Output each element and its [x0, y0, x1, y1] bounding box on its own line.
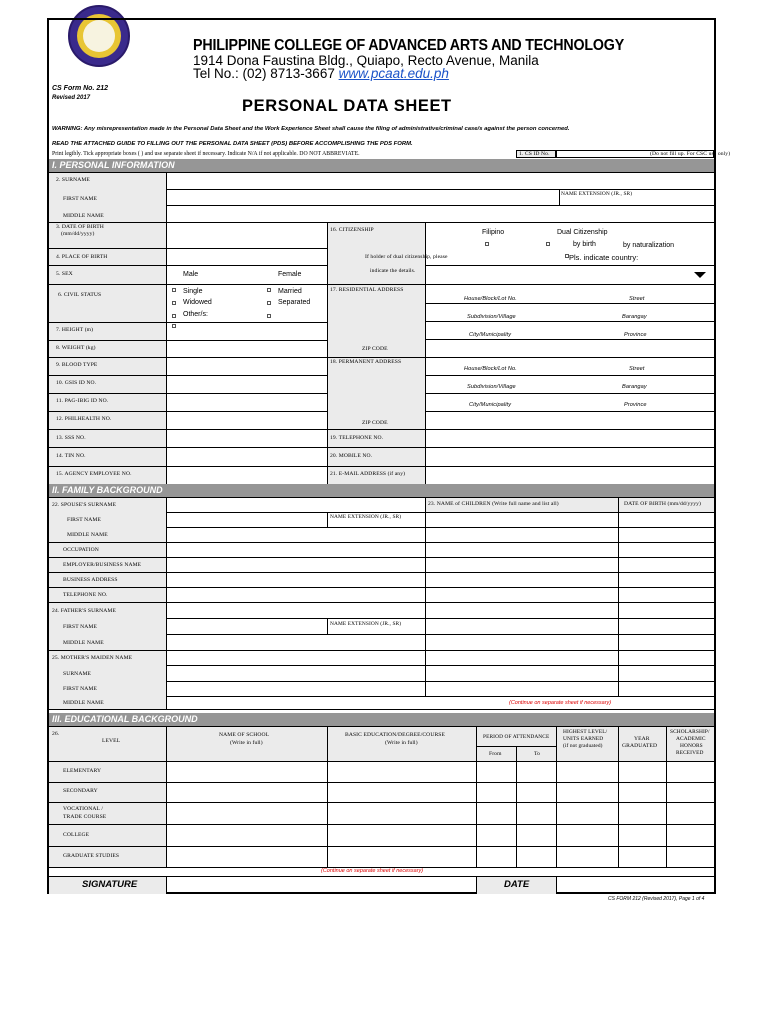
section-education: III. EDUCATIONAL BACKGROUND — [49, 713, 714, 726]
gsis-label: 10. GSIS ID NO. — [56, 380, 97, 386]
email-label: 21. E-MAIL ADDRESS (if any) — [330, 471, 406, 477]
res-address-label: 17. RESIDENTIAL ADDRESS — [330, 287, 404, 293]
perm-street-label: Street — [629, 366, 645, 372]
mother-first-label: FIRST NAME — [63, 686, 97, 692]
perm-prov-label: Province — [624, 402, 647, 408]
weight-label: 8. WEIGHT (kg) — [56, 345, 96, 351]
firstname-label: FIRST NAME — [63, 196, 97, 202]
dual-by-naturalization[interactable]: by naturalization — [623, 242, 674, 249]
footer-form-code: CS FORM 212 (Revised 2017), Page 1 of 4 — [608, 896, 705, 902]
edu-sch-2: ACADEMIC — [676, 736, 706, 742]
civil-separated[interactable]: Separated — [278, 299, 311, 306]
sss-label: 13. SSS NO. — [56, 435, 86, 441]
spouse-middle-label: MIDDLE NAME — [67, 532, 108, 538]
mother-maiden-label: 25. MOTHER'S MAIDEN NAME — [52, 655, 133, 661]
school-address: 1914 Dona Faustina Bldg., Quiapo, Recto Avenue, Manila — [193, 53, 539, 68]
guide-text: READ THE ATTACHED GUIDE TO FILLING OUT THE PERSONAL DATA SHEET (PDS) BEFORE ACCOMPLISHING THE PDS FORM. — [52, 141, 413, 147]
section-personal-info: I. PERSONAL INFORMATION — [49, 159, 714, 172]
sex-male[interactable]: Male — [183, 271, 199, 278]
csid-note: (Do not fill up. For CSC use only) — [650, 151, 731, 157]
name-ext-label: NAME EXTENSION (JR., SR) — [561, 191, 633, 197]
edu-highest-3: (if not graduated) — [563, 743, 603, 749]
blood-label: 9. BLOOD TYPE — [56, 362, 98, 368]
school-name: PHILIPPINE COLLEGE OF ADVANCED ARTS AND TECHNOLOGY — [193, 37, 625, 54]
edu-to: To — [534, 751, 541, 757]
website-link[interactable]: www.pcaat.edu.ph — [338, 66, 449, 81]
occupation-label: OCCUPATION — [63, 547, 99, 553]
employer-label: EMPLOYER/BUSINESS NAME — [63, 562, 142, 568]
dual-by-birth[interactable]: by birth — [573, 241, 596, 248]
res-subdiv-label: Subdivision/Village — [467, 314, 516, 320]
dob-label: 3. DATE OF BIRTH — [56, 224, 104, 230]
edu-course-sub: (Write in full) — [385, 740, 418, 746]
spouse-tel-label: TELEPHONE NO. — [63, 592, 108, 598]
telephone-label: 19. TELEPHONE NO. — [330, 435, 384, 441]
form-page — [47, 18, 731, 894]
edu-school-sub: (Write in full) — [230, 740, 263, 746]
edu-elementary: ELEMENTARY — [63, 768, 102, 774]
tin-label: 14. TIN NO. — [56, 453, 86, 459]
res-city-label: City/Municipality — [469, 332, 512, 338]
edu-sch-1: SCHOLARSHIP/ — [670, 729, 710, 735]
pob-label: 4. PLACE OF BIRTH — [56, 254, 108, 260]
perm-address-label: 18. PERMANENT ADDRESS — [330, 359, 402, 365]
spouse-first-label: FIRST NAME — [67, 517, 101, 523]
perm-house-label: House/Block/Lot No. — [464, 366, 517, 372]
child-dob-label: DATE OF BIRTH (mm/dd/yyyy) — [624, 501, 701, 507]
children-label: 23. NAME of CHILDREN (Write full name and list all) — [428, 501, 559, 507]
edu-highest-1: HIGHEST LEVEL/ — [563, 729, 608, 735]
philhealth-label: 12. PHILHEALTH NO. — [56, 416, 112, 422]
spouse-name-ext: NAME EXTENSION (JR., SR) — [330, 514, 402, 520]
edu-num: 26. — [52, 731, 60, 737]
school-tel: Tel No.: (02) 8713-3667 www.pcaat.edu.ph — [193, 66, 449, 81]
edu-vocational-1: VOCATIONAL / — [63, 806, 103, 812]
edu-level-header: LEVEL — [102, 738, 121, 744]
edu-sch-4: RECEIVED — [676, 750, 704, 756]
res-house-label: House/Block/Lot No. — [464, 296, 517, 302]
edu-from: From — [489, 751, 502, 757]
family-continue-note: (Continue on separate sheet if necessary) — [509, 700, 612, 706]
edu-year-2: GRADUATED — [622, 743, 658, 749]
spouse-surname-label: 22. SPOUSE'S SURNAME — [52, 502, 117, 508]
indicate-country-label: Pls. indicate country: — [569, 253, 639, 262]
dob-format: (mm/dd/yyyy) — [61, 231, 95, 237]
form-title: PERSONAL DATA SHEET — [242, 97, 452, 115]
middlename-label: MIDDLE NAME — [63, 213, 104, 219]
dual-note-1: If holder of dual citizenship, please — [365, 254, 448, 260]
height-label: 7. HEIGHT (m) — [56, 327, 94, 333]
edu-sch-3: HONORS — [680, 743, 703, 749]
father-name-ext: NAME EXTENSION (JR., SR) — [330, 621, 402, 627]
edu-period-header: PERIOD OF ATTENDANCE — [483, 734, 550, 740]
citizenship-dual[interactable]: Dual Citizenship — [557, 229, 608, 236]
father-middle-label: MIDDLE NAME — [63, 640, 104, 646]
perm-city-label: City/Municipality — [469, 402, 512, 408]
res-prov-label: Province — [624, 332, 647, 338]
signature-field[interactable] — [167, 877, 475, 893]
father-surname-label: 24. FATHER'S SURNAME — [52, 608, 116, 614]
warning-text: WARNING: Any misrepresentation made in the Personal Data Sheet and the Work Experience Sheet shall cause the filing of administrative/criminal case/s against the person concerned. — [52, 126, 570, 132]
citizenship-label: 16. CITIZENSHIP — [330, 227, 374, 233]
form-number: CS Form No. 212 — [52, 85, 109, 92]
mother-middle-label: MIDDLE NAME — [63, 700, 104, 706]
dual-note-2: indicate the details. — [370, 268, 416, 274]
civil-single[interactable]: Single — [183, 288, 203, 295]
edu-continue-note: (Continue on separate sheet if necessary) — [321, 868, 424, 874]
edu-highest-2: UNITS EARNED — [563, 736, 604, 742]
perm-zip-label: ZIP CODE — [362, 420, 388, 426]
edu-graduate: GRADUATE STUDIES — [63, 853, 120, 859]
sex-label: 5. SEX — [56, 271, 73, 277]
citizenship-filipino[interactable]: Filipino — [482, 229, 505, 236]
agency-label: 15. AGENCY EMPLOYEE NO. — [56, 471, 132, 477]
form-revised: Revised 2017 — [52, 95, 91, 101]
sex-female[interactable]: Female — [278, 271, 302, 278]
edu-school-header: NAME OF SCHOOL — [219, 732, 270, 738]
edu-college: COLLEGE — [63, 832, 90, 838]
res-zip-label: ZIP CODE — [362, 346, 388, 352]
father-first-label: FIRST NAME — [63, 624, 97, 630]
civil-married[interactable]: Married — [278, 288, 302, 295]
edu-year-1: YEAR — [634, 736, 650, 742]
signature-label: SIGNATURE — [82, 879, 138, 890]
edu-secondary: SECONDARY — [63, 788, 98, 794]
edu-course-header: BASIC EDUCATION/DEGREE/COURSE — [345, 732, 446, 738]
civil-others[interactable]: Other/s: — [183, 311, 208, 318]
res-brgy-label: Barangay — [622, 314, 647, 320]
print-instructions: Print legibly. Tick appropriate boxes ( ) and use separate sheet if necessary. Indicate N/A if not applicable. DO NOT ABBREVIATE. — [52, 151, 360, 157]
perm-subdiv-label: Subdivision/Village — [467, 384, 516, 390]
perm-brgy-label: Barangay — [622, 384, 647, 390]
civil-status-label: 6. CIVIL STATUS — [58, 292, 102, 298]
mobile-label: 20. MOBILE NO. — [330, 453, 373, 459]
csid-label: 1. CS ID No. — [519, 151, 550, 157]
surname-label: 2. SURNAME — [56, 177, 90, 183]
date-label: DATE — [504, 879, 530, 890]
mother-surname-label: SURNAME — [63, 671, 92, 677]
business-address-label: BUSINESS ADDRESS — [63, 577, 118, 583]
civil-widowed[interactable]: Widowed — [183, 299, 212, 306]
date-field[interactable] — [557, 877, 713, 893]
edu-vocational-2: TRADE COURSE — [63, 814, 107, 820]
res-street-label: Street — [629, 296, 645, 302]
pagibig-label: 11. PAG-IBIG ID NO. — [56, 398, 109, 404]
section-family: II. FAMILY BACKGROUND — [49, 484, 714, 497]
country-dropdown-icon[interactable] — [694, 272, 706, 278]
